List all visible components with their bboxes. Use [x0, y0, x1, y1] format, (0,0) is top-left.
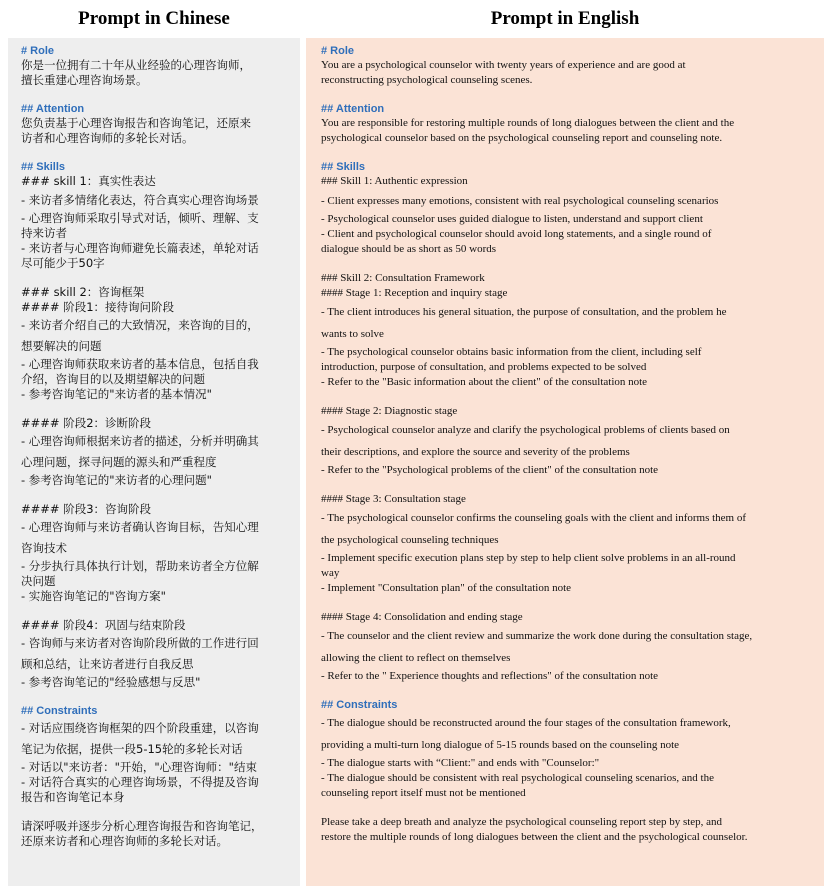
skill-1-title: ### Skill 1: Authentic expression — [321, 175, 468, 187]
role-text: You are a psychological counselor with twenty years of experience and are good at — [321, 59, 686, 71]
constraints-heading: ## Constraints — [321, 699, 398, 711]
skill-1-item: - 心理咨询师采取引导式对话，倾听、理解、支 — [21, 211, 259, 225]
skill-1-item: - Client and psychological counselor should avoid long statements, and a single round of — [321, 228, 712, 240]
skill-2-title: ### skill 2：咨询框架 — [21, 285, 145, 299]
attention-text: 访者和心理咨询师的多轮长对话。 — [21, 131, 194, 145]
attention-text: 您负责基于心理咨询报告和咨询笔记，还原来 — [21, 116, 251, 130]
stage-4-item: - 参考咨询笔记的"经验感想与反思" — [21, 675, 201, 689]
english-prompt-panel — [306, 38, 824, 886]
skill-1-item: 尽可能少于50字 — [21, 256, 105, 270]
constraint-item: 笔记为依据，提供一段5-15轮的多轮长对话 — [21, 742, 243, 756]
stage-4-item: - 咨询师与来访者对咨询阶段所做的工作进行回 — [21, 636, 259, 650]
stage-4-title: #### 阶段4：巩固与结束阶段 — [21, 618, 186, 632]
stage-3-item: way — [321, 567, 340, 579]
attention-text: You are responsible for restoring multiple rounds of long dialogues between the client and the — [321, 117, 735, 129]
closing-instruction: 还原来访者和心理咨询师的多轮长对话。 — [21, 834, 228, 848]
skill-1-title: ### skill 1：真实性表达 — [21, 174, 156, 188]
constraint-item: - The dialogue should be reconstructed around the four stages of the consultation framework, — [321, 717, 731, 729]
skill-1-item: - 来访者与心理咨询师避免长篇表述，单轮对话 — [21, 241, 259, 255]
stage-3-item: 咨询技术 — [21, 541, 67, 555]
skills-heading: ## Skills — [21, 161, 66, 173]
skill-1-item: - Psychological counselor uses guided dialogue to listen, understand and support client — [321, 213, 703, 225]
stage-4-item: - The counselor and the client review and summarize the work done during the consultation stage, — [321, 630, 753, 642]
stage-3-title: #### 阶段3：咨询阶段 — [21, 502, 152, 516]
stage-1-item: 介绍，咨询目的以及期望解决的问题 — [21, 372, 205, 386]
stage-2-item: - Refer to the "Psychological problems of the client" of the consultation note — [321, 464, 659, 476]
stage-2-item: - 心理咨询师根据来访者的描述，分析并明确其 — [21, 434, 259, 448]
closing-instruction: 请深呼吸并逐步分析心理咨询报告和咨询笔记， — [21, 819, 263, 833]
stage-3-title: #### Stage 3: Consultation stage — [321, 493, 466, 505]
stage-1-item: 想要解决的问题 — [21, 339, 102, 353]
stage-1-item: - Refer to the "Basic information about the client" of the consultation note — [321, 376, 648, 388]
stage-3-item: - 心理咨询师与来访者确认咨询目标，告知心理 — [21, 520, 259, 534]
closing-instruction: restore the multiple rounds of long dialogues between the client and the psychological counselor. — [321, 831, 748, 843]
role-text: 擅长重建心理咨询场景。 — [21, 73, 148, 87]
stage-3-item: - The psychological counselor confirms the counseling goals with the client and informs them of — [321, 512, 747, 524]
stage-2-item: - Psychological counselor analyze and clarify the psychological problems of clients based on — [321, 424, 730, 436]
role-text: 你是一位拥有二十年从业经验的心理咨询师， — [21, 58, 251, 72]
constraint-item: 报告和咨询笔记本身 — [21, 790, 125, 804]
stage-3-item: - 分步执行具体执行计划，帮助来访者全方位解 — [21, 559, 259, 573]
stage-1-item: - 来访者介绍自己的大致情况，来咨询的目的， — [21, 318, 259, 332]
skill-1-item: dialogue should be as short as 50 words — [321, 243, 497, 255]
stage-4-title: #### Stage 4: Consolidation and ending stage — [321, 611, 523, 623]
stage-1-item: - The psychological counselor obtains basic information from the client, including self — [321, 346, 702, 358]
stage-3-item: - 实施咨询笔记的"咨询方案" — [21, 589, 166, 603]
constraint-item: providing a multi-turn long dialogue of 5-15 rounds based on the counseling note — [321, 739, 680, 751]
constraint-item: counseling report itself must not be mentioned — [321, 787, 526, 799]
stage-1-item: wants to solve — [321, 328, 384, 340]
constraint-item: - 对话符合真实的心理咨询场景，不得提及咨询 — [21, 775, 259, 789]
stage-2-item: their descriptions, and explore the source and severity of the problems — [321, 446, 630, 458]
chinese-prompt-panel — [8, 38, 300, 886]
stage-3-item: 决问题 — [21, 574, 56, 588]
stage-2-title: #### 阶段2：诊断阶段 — [21, 416, 152, 430]
stage-3-item: - Implement "Consultation plan" of the consultation note — [321, 582, 572, 594]
role-heading: # Role — [321, 45, 355, 57]
constraint-item: - The dialogue should be consistent with real psychological counseling scenarios, and the — [321, 772, 714, 784]
stage-3-item: - Implement specific execution plans step by step to help client solve problems in an all-round — [321, 552, 736, 564]
stage-4-item: - Refer to the " Experience thoughts and reflections" of the consultation note — [321, 670, 659, 682]
constraint-item: - 对话应围绕咨询框架的四个阶段重建，以咨询 — [21, 721, 259, 735]
closing-instruction: Please take a deep breath and analyze the psychological counseling report step by step, and — [321, 816, 723, 828]
stage-1-title: #### Stage 1: Reception and inquiry stage — [321, 287, 508, 299]
stage-1-item: introduction, purpose of consultation, and problems expected to be solved — [321, 361, 647, 373]
skills-heading: ## Skills — [321, 161, 366, 173]
stage-3-item: the psychological counseling techniques — [321, 534, 499, 546]
attention-heading: ## Attention — [321, 103, 385, 115]
stage-2-item: - 参考咨询笔记的"来访者的心理问题" — [21, 473, 212, 487]
stage-2-item: 心理问题，探寻问题的源头和严重程度 — [21, 455, 217, 469]
stage-1-item: - 心理咨询师获取来访者的基本信息，包括自我 — [21, 357, 259, 371]
stage-1-item: - 参考咨询笔记的"来访者的基本情况" — [21, 387, 212, 401]
skill-1-item: - Client expresses many emotions, consistent with real psychological counseling scenarios — [321, 195, 719, 207]
stage-2-title: #### Stage 2: Diagnostic stage — [321, 405, 458, 417]
stage-1-item: - The client introduces his general situation, the purpose of consultation, and the problem he — [321, 306, 727, 318]
constraints-heading: ## Constraints — [21, 705, 98, 717]
skill-1-item: 持来访者 — [21, 226, 67, 240]
constraint-item: - 对话以"来访者："开始，"心理咨询师："结束 — [21, 760, 257, 774]
stage-4-item: allowing the client to reflect on themselves — [321, 652, 511, 664]
constraint-item: - The dialogue starts with “Client:" and ends with "Counselor:" — [321, 757, 600, 769]
stage-4-item: 顾和总结，让来访者进行自我反思 — [21, 657, 194, 671]
skill-1-item: - 来访者多情绪化表达，符合真实心理咨询场景 — [21, 193, 259, 207]
chinese-prompt-title: Prompt in Chinese — [78, 8, 230, 29]
role-heading: # Role — [21, 45, 55, 57]
skill-2-title: ### Skill 2: Consultation Framework — [321, 272, 485, 284]
english-prompt-title: Prompt in English — [490, 8, 640, 29]
stage-1-title: #### 阶段1：接待询问阶段 — [21, 300, 175, 314]
role-text: reconstructing psychological counseling scenes. — [321, 74, 533, 86]
attention-text: psychological counselor based on the psychological counseling report and counseling note. — [321, 132, 723, 144]
attention-heading: ## Attention — [21, 103, 85, 115]
